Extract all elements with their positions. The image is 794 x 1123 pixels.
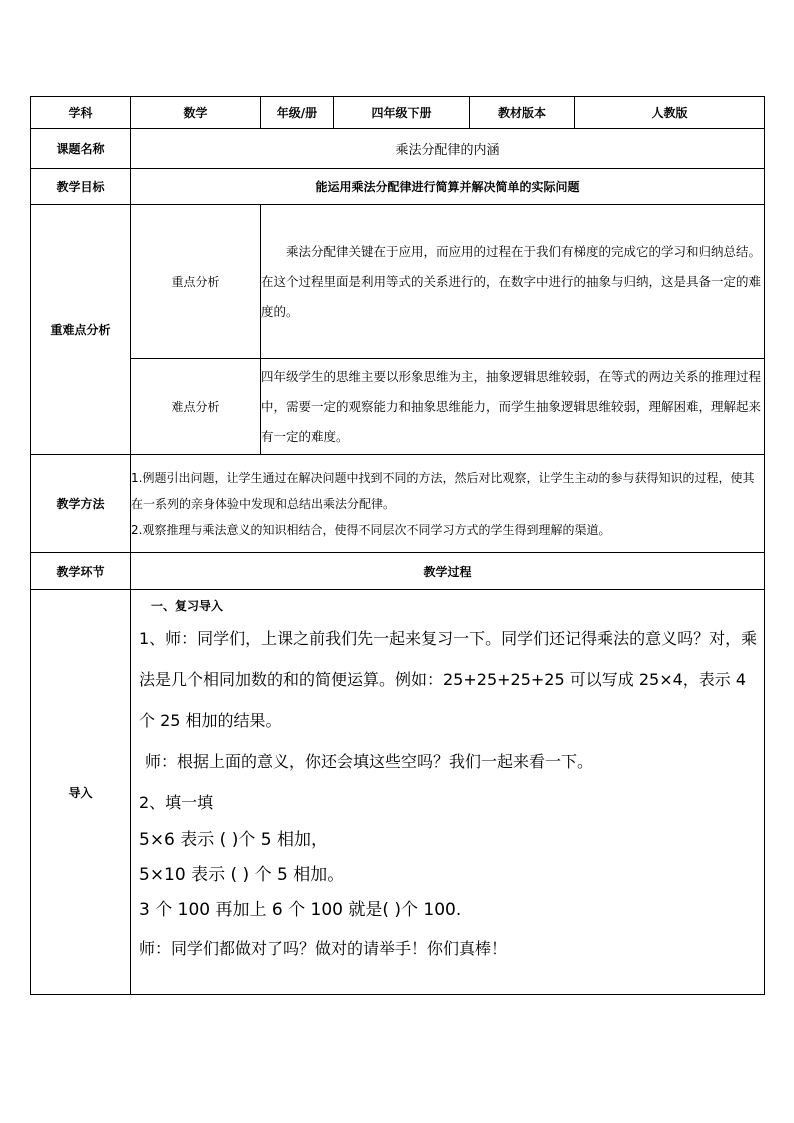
subject-value: 数学: [131, 97, 261, 129]
intro-paragraph-4: 师：同学们都做对了吗？做对的请举手！你们真棒！: [139, 939, 508, 958]
fill-blank-3: 3 个 100 再加上 6 个 100 就是( )个 100.: [139, 900, 462, 920]
edition-value: 人教版: [575, 97, 765, 129]
intro-row: [31, 590, 765, 995]
key-analysis-row: [31, 205, 765, 359]
difficulty-analysis-row: [31, 359, 765, 455]
fill-blank-2: 5×10 表示 ( ) 个 5 相加。: [139, 865, 345, 885]
grade-label: 年级/册: [261, 97, 334, 129]
intro-label: 导入: [31, 590, 131, 995]
difficulty-analysis-label: 难点分析: [131, 359, 261, 455]
process-value: 教学过程: [131, 553, 765, 590]
key-analysis-label: 重点分析: [131, 205, 261, 359]
subject-label: 学科: [31, 97, 131, 129]
goal-value: 能运用乘法分配律进行简算并解决简单的实际问题: [131, 169, 765, 205]
lesson-plan-table: [30, 96, 765, 995]
difficulty-analysis-text: 四年级学生的思维主要以形象思维为主，抽象逻辑思维较弱，在等式的两边关系的推理过程中，需要一定的观察能力和抽象思维能力，而学生抽象逻辑思维较弱，理解困难，理解起来有一定的难度。: [261, 359, 765, 455]
method-row: [31, 455, 765, 553]
fill-blank-1: 5×6 表示 ( )个 5 相加，: [139, 830, 328, 850]
goal-label: 教学目标: [31, 169, 131, 205]
analysis-label: 重难点分析: [31, 205, 131, 455]
intro-paragraph-2: 师：根据上面的意义，你还会填这些空吗？我们一起来看一下。: [145, 752, 594, 771]
key-analysis-text: 乘法分配律关键在于应用，而应用的过程在于我们有梯度的完成它的学习和归纳总结。在这个过程里面是利用等式的关系进行的，在数字中进行的抽象与归纳，这是具备一定的难度的。: [261, 205, 765, 359]
method-item-2: 2.观察推理与乘法意义的知识相结合，使得不同层次不同学习方式的学生得到理解的渠道。: [131, 522, 611, 537]
topic-value: 乘法分配律的内涵: [131, 129, 765, 169]
intro-content: [131, 590, 765, 995]
goal-row: [31, 169, 765, 205]
method-label: 教学方法: [31, 455, 131, 553]
topic-label: 课题名称: [31, 129, 131, 169]
process-row: [31, 553, 765, 590]
topic-row: [31, 129, 765, 169]
intro-paragraph-3: 2、填一填: [139, 793, 214, 812]
method-content: [131, 455, 765, 553]
process-label: 教学环节: [31, 553, 131, 590]
intro-heading: 一、复习导入: [151, 599, 224, 613]
header-row: [31, 97, 765, 129]
intro-paragraph-1: 1、师：同学们，上课之前我们先一起来复习一下。同学们还记得乘法的意义吗？对，乘法是几个相同加数的和的简便运算。例如：25+25+25+25 可以写成 25×4，表示 4 个 25 相加的结果。: [139, 629, 758, 730]
edition-label: 教材版本: [470, 97, 575, 129]
grade-value: 四年级下册: [334, 97, 470, 129]
method-item-1: 1.例题引出问题，让学生通过在解决问题中找到不同的方法，然后对比观察，让学生主动的参与获得知识的过程，使其在一系列的亲身体验中发现和总结出乘法分配律。: [131, 470, 755, 511]
